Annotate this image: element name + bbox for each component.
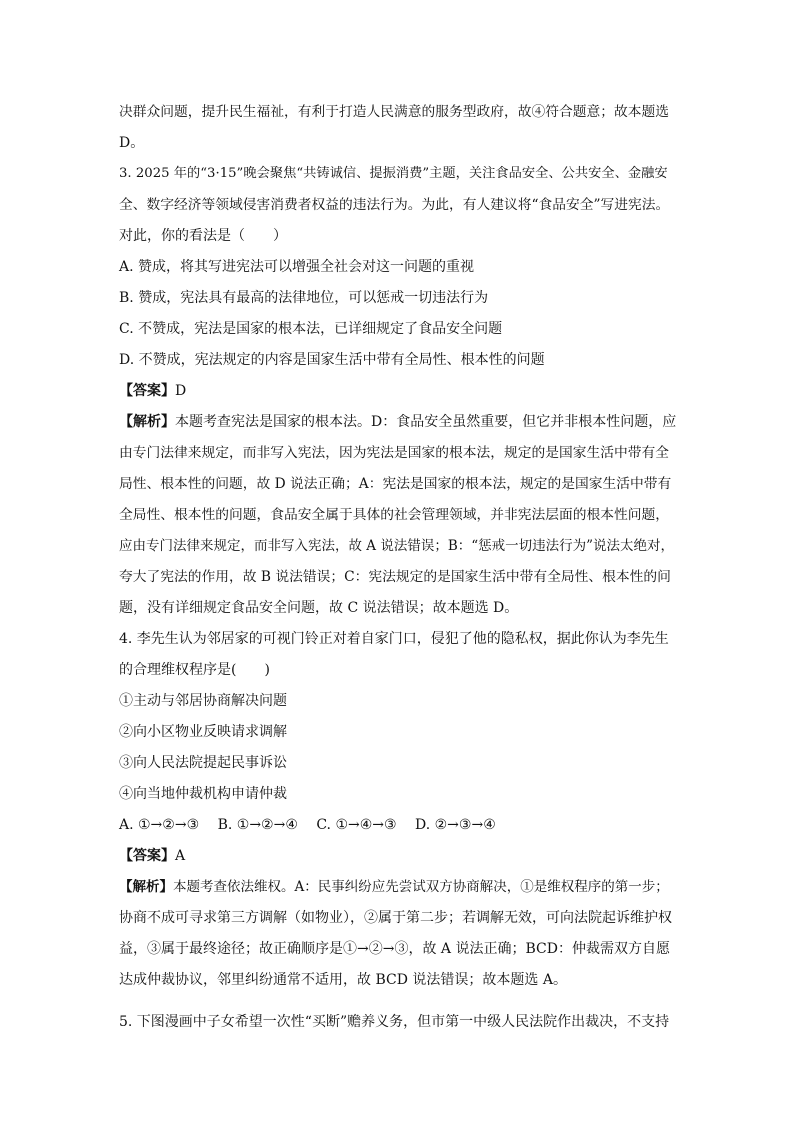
answer-label: 【答案】: [119, 383, 175, 399]
statement-4: ④向当地仲裁机构申请仲裁: [119, 786, 287, 802]
analysis-text: 本题考查宪法是国家的根本法。D：食品安全虽然重要，但它并非根本性问题，应: [175, 414, 677, 430]
analysis-label: 【解析】: [119, 879, 173, 895]
analysis-text: 夸大了宪法的作用，故 B 说法错误；C：宪法规定的是国家生活中带有全局性、根本性的问: [119, 569, 671, 585]
option-d: D. 不赞成，宪法规定的内容是国家生活中带有全局性、根本性的问题: [119, 352, 545, 368]
statement-1: ①主动与邻居协商解决问题: [119, 693, 287, 709]
analysis-text: 达成仲裁协议，邻里纠纷通常不适用，故 BCD 说法错误；故本题选 A。: [119, 972, 567, 988]
analysis-text: 应由专门法律来规定，而非写入宪法，故 A 说法错误；B：“惩戒一切违法行为”说法太绝对，: [119, 538, 675, 554]
answer-value: D: [175, 383, 187, 399]
answer-label: 【答案】: [119, 848, 175, 864]
question-4-stem: 4. 李先生认为邻居家的可视门铃正对着自家门口，侵犯了他的隐私权，据此你认为李先生: [119, 631, 669, 647]
analysis-text: 题，没有详细规定食品安全问题，故 C 说法错误；故本题选 D。: [119, 600, 519, 616]
analysis-text: 由专门法律来规定，而非写入宪法，因为宪法是国家的根本法，规定的是国家生活中带有全: [119, 445, 670, 461]
statement-3: ③向人民法院提起民事诉讼: [119, 755, 287, 771]
text-line: 决群众问题，提升民生福祉，有利于打造人民满意的服务型政府，故④符合题意；故本题选: [119, 104, 670, 120]
options-row: A. ①→②→③ B. ①→②→④ C. ①→④→③ D. ②→③→④: [119, 817, 496, 833]
answer-line: [119, 381, 186, 401]
answer-line: [119, 846, 185, 866]
analysis-text: 本题考查依法维权。A：民事纠纷应先尝试双方协商解决，①是维权程序的第一步；: [173, 879, 669, 895]
analysis-line: [119, 412, 676, 432]
question-3-stem: 全、数字经济等领域侵害消费者权益的违法行为。为此，有人建议将“食品安全”写进宪法。: [119, 197, 670, 213]
question-5-stem: 5. 下图漫画中子女希望一次性“买断”赡养义务，但市第一中级人民法院作出裁决，不支持: [119, 1014, 670, 1030]
analysis-label: 【解析】: [119, 414, 175, 430]
question-4-stem: 的合理维权程序是( ): [119, 662, 270, 678]
analysis-text: 全局性、根本性的问题，食品安全属于具体的社会管理领域，并非宪法层面的根本性问题，: [119, 507, 670, 523]
analysis-text: 协商不成可寻求第三方调解（如物业），②属于第二步；若调解无效，可向法院起诉维护权: [119, 910, 672, 926]
analysis-line: [119, 877, 669, 897]
option-a: A. 赞成，将其写进宪法可以增强全社会对这一问题的重视: [119, 259, 475, 275]
option-b: B. 赞成，宪法具有最高的法律地位，可以惩戒一切违法行为: [119, 290, 489, 306]
analysis-text: 益，③属于最终途径；故正确顺序是①→②→③，故 A 说法正确；BCD：仲裁需双方自愿: [119, 941, 670, 957]
question-3-stem: 3. 2025 年的“3·15”晚会聚焦“共铸诚信、提振消费”主题，关注食品安全、公共安全、金融安: [119, 166, 668, 181]
question-3-stem: 对此，你的看法是（ ）: [119, 228, 287, 244]
text-line: D。: [119, 135, 145, 151]
answer-value: A: [175, 848, 186, 864]
statement-2: ②向小区物业反映请求调解: [119, 724, 287, 740]
analysis-text: 局性、根本性的问题，故 D 说法正确；A：宪法是国家的根本法，规定的是国家生活中带有: [119, 476, 672, 492]
option-c: C. 不赞成，宪法是国家的根本法，已详细规定了食品安全问题: [119, 321, 503, 337]
